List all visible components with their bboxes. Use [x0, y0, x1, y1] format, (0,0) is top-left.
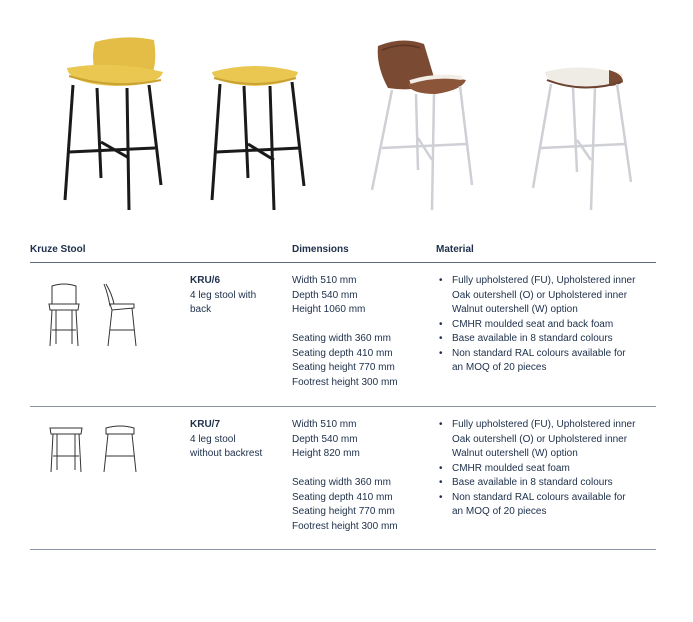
material-item: • Non standard RAL colours available for an MOQ of 20 pieces	[436, 347, 656, 376]
material-item: • Base available in 8 standard colours	[436, 476, 656, 491]
seating-height-value: Seating height 770 mm	[292, 506, 395, 517]
material-cell	[436, 274, 656, 376]
footrest-height-value: Footrest height 300 mm	[292, 376, 398, 388]
walnut-stool-with-back-photo	[362, 30, 482, 225]
product-info	[190, 418, 262, 462]
material-list	[436, 274, 656, 376]
product-column-header: Kruze Stool	[30, 244, 86, 255]
yellow-stool-without-back-photo	[200, 60, 315, 220]
side-view-sketch-with-back	[100, 282, 140, 348]
depth-value: Depth 540 mm	[292, 433, 358, 445]
material-item: • CMHR moulded seat and back foam	[436, 318, 656, 333]
seating-depth-value: Seating depth 410 mm	[292, 491, 393, 503]
table-row	[30, 274, 656, 394]
row-divider	[30, 406, 656, 407]
material-item: • Fully upholstered (FU), Upholstered inner Oak outershell (O) or Upholstered inner Walnut outershell (W) option	[436, 418, 656, 462]
width-value: Width 510 mm	[292, 419, 357, 430]
material-item: • Non standard RAL colours available for an MOQ of 20 pieces	[436, 491, 656, 520]
product-code: KRU/7	[190, 419, 221, 430]
footrest-height-value: Footrest height 300 mm	[292, 520, 398, 532]
side-view-sketch-without-back	[100, 424, 140, 474]
seating-width-value: Seating width 360 mm	[292, 333, 391, 344]
product-photos	[0, 0, 693, 232]
product-description-line: 4 leg stool with	[190, 289, 257, 301]
material-column-header: Material	[436, 244, 474, 255]
height-value: Height 1060 mm	[292, 304, 366, 315]
table-header	[30, 244, 656, 262]
table-bottom-divider	[30, 549, 656, 550]
depth-value: Depth 540 mm	[292, 289, 358, 301]
yellow-stool-with-back-photo	[55, 30, 175, 220]
product-description-line: 4 leg stool	[190, 433, 236, 445]
dimensions-cell	[292, 418, 398, 534]
header-divider	[30, 262, 656, 263]
product-code: KRU/6	[190, 275, 221, 286]
product-description-line: without backrest	[190, 448, 263, 459]
product-description-line: back	[190, 304, 212, 315]
table-row	[30, 418, 656, 538]
width-value: Width 510 mm	[292, 275, 357, 286]
material-item: • Fully upholstered (FU), Upholstered inner Oak outershell (O) or Upholstered inner Walnut outershell (W) option	[436, 274, 656, 318]
seating-height-value: Seating height 770 mm	[292, 362, 395, 373]
dimensions-cell	[292, 274, 398, 390]
material-item: • CMHR moulded seat foam	[436, 462, 656, 477]
material-item: • Base available in 8 standard colours	[436, 332, 656, 347]
walnut-stool-without-back-photo	[525, 60, 640, 220]
product-info	[190, 274, 256, 318]
material-list	[436, 418, 656, 520]
dimensions-column-header: Dimensions	[292, 244, 349, 255]
front-view-sketch-without-back	[46, 424, 86, 474]
material-cell	[436, 418, 656, 520]
front-view-sketch-with-back	[44, 282, 84, 348]
height-value: Height 820 mm	[292, 448, 360, 459]
seating-depth-value: Seating depth 410 mm	[292, 347, 393, 359]
seating-width-value: Seating width 360 mm	[292, 477, 391, 488]
